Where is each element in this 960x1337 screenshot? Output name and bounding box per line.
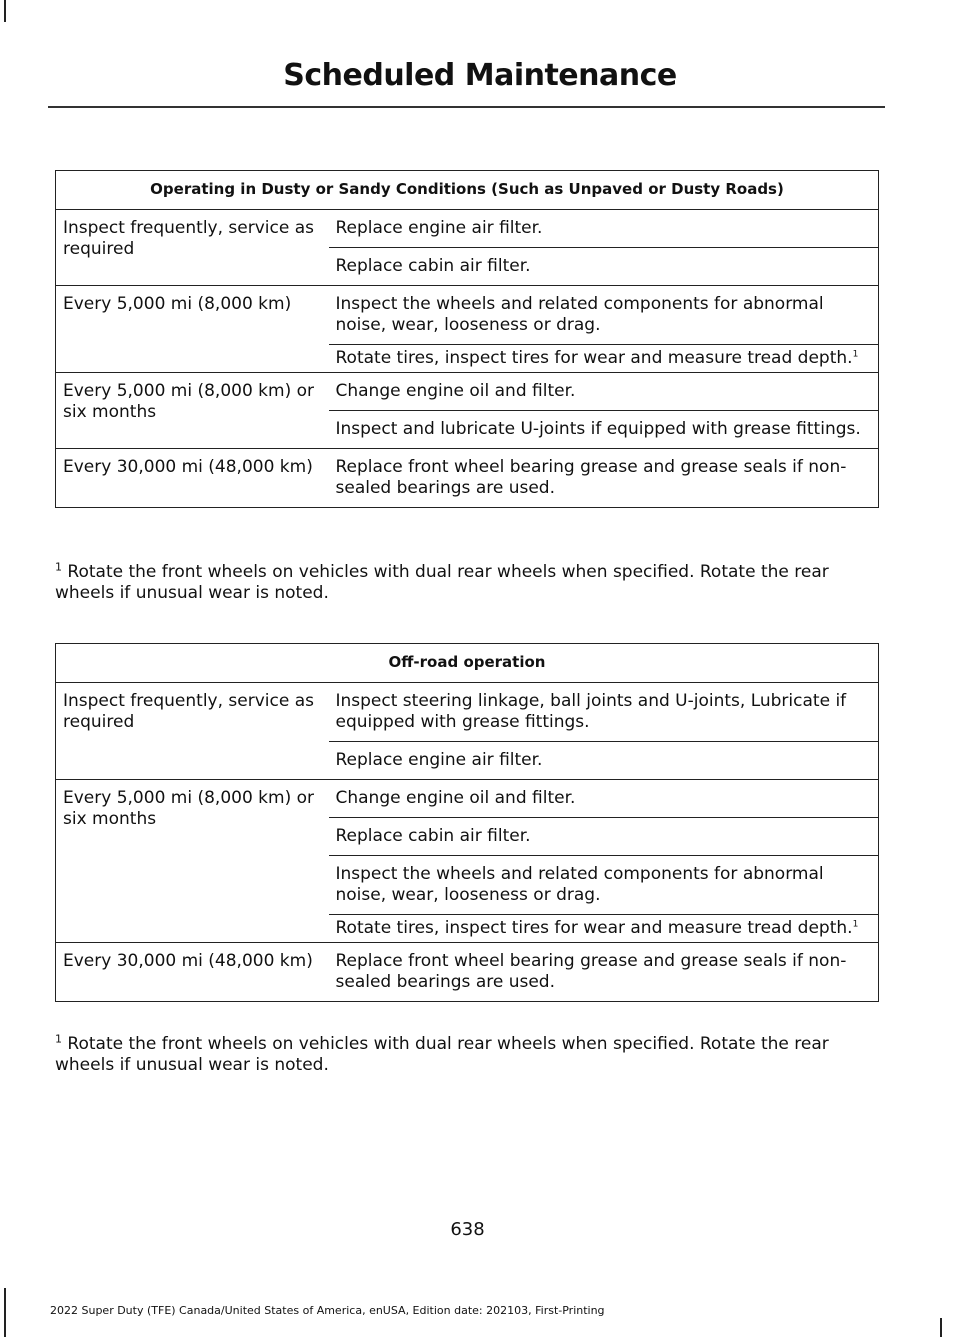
crop-mark	[940, 1318, 942, 1337]
interval-cell: Every 5,000 mi (8,000 km) or six months	[56, 373, 329, 449]
interval-cell: Every 5,000 mi (8,000 km)	[56, 286, 329, 373]
task-text: Rotate tires, inspect tires for wear and measure tread depth.	[335, 348, 853, 368]
footnote-text: Rotate the front wheels on vehicles with dual rear wheels when specified. Rotate the rear wheels if unusual wear is noted.	[55, 1034, 829, 1075]
header-divider	[48, 106, 885, 108]
footnote	[55, 1034, 875, 1076]
table-row	[56, 683, 879, 742]
task-cell: Change engine oil and filter.	[329, 373, 879, 411]
task-cell: Change engine oil and filter.	[329, 780, 879, 818]
task-cell: Inspect and lubricate U-joints if equipped with grease fittings.	[329, 411, 879, 449]
dusty-conditions-table	[55, 170, 879, 508]
interval-cell: Inspect frequently, service as required	[56, 210, 329, 286]
footnote-text: Rotate the front wheels on vehicles with dual rear wheels when specified. Rotate the rear wheels if unusual wear is noted.	[55, 562, 829, 603]
table-row	[56, 449, 879, 508]
table-row	[56, 943, 879, 1002]
table-title: Off-road operation	[56, 644, 879, 683]
table-row	[56, 373, 879, 411]
footnote-marker: 1	[55, 560, 62, 574]
task-cell: Replace cabin air filter.	[329, 818, 879, 856]
footnote-marker: 1	[852, 349, 859, 360]
off-road-table	[55, 643, 879, 1002]
interval-cell: Every 5,000 mi (8,000 km) or six months	[56, 780, 329, 943]
task-cell: Replace front wheel bearing grease and grease seals if non-sealed bearings are used.	[329, 943, 879, 1002]
interval-cell: Inspect frequently, service as required	[56, 683, 329, 780]
crop-mark	[4, 0, 6, 22]
table-row	[56, 286, 879, 345]
task-cell: Replace engine air filter.	[329, 210, 879, 248]
task-cell: Inspect the wheels and related components for abnormal noise, wear, looseness or drag.	[329, 856, 879, 915]
page-number: 638	[450, 1219, 485, 1240]
interval-cell: Every 30,000 mi (48,000 km)	[56, 449, 329, 508]
table-row	[56, 210, 879, 248]
table-title: Operating in Dusty or Sandy Conditions (Such as Unpaved or Dusty Roads)	[56, 171, 879, 210]
task-cell: Replace front wheel bearing grease and grease seals if non-sealed bearings are used.	[329, 449, 879, 508]
task-cell-with-footnote	[329, 345, 879, 373]
footnote	[55, 562, 875, 604]
page-title: Scheduled Maintenance	[283, 58, 677, 93]
edition-info: 2022 Super Duty (TFE) Canada/United States of America, enUSA, Edition date: 202103, First-Printing	[50, 1304, 605, 1317]
task-text: Rotate tires, inspect tires for wear and measure tread depth.	[335, 918, 853, 938]
task-cell: Inspect steering linkage, ball joints and U-joints, Lubricate if equipped with grease fittings.	[329, 683, 879, 742]
task-cell: Inspect the wheels and related components for abnormal noise, wear, looseness or drag.	[329, 286, 879, 345]
crop-mark	[4, 1288, 6, 1337]
table-row	[56, 780, 879, 818]
task-cell-with-footnote	[329, 915, 879, 943]
task-cell: Replace cabin air filter.	[329, 248, 879, 286]
interval-cell: Every 30,000 mi (48,000 km)	[56, 943, 329, 1002]
task-cell: Replace engine air filter.	[329, 742, 879, 780]
footnote-marker: 1	[55, 1032, 62, 1046]
footnote-marker: 1	[852, 919, 859, 930]
